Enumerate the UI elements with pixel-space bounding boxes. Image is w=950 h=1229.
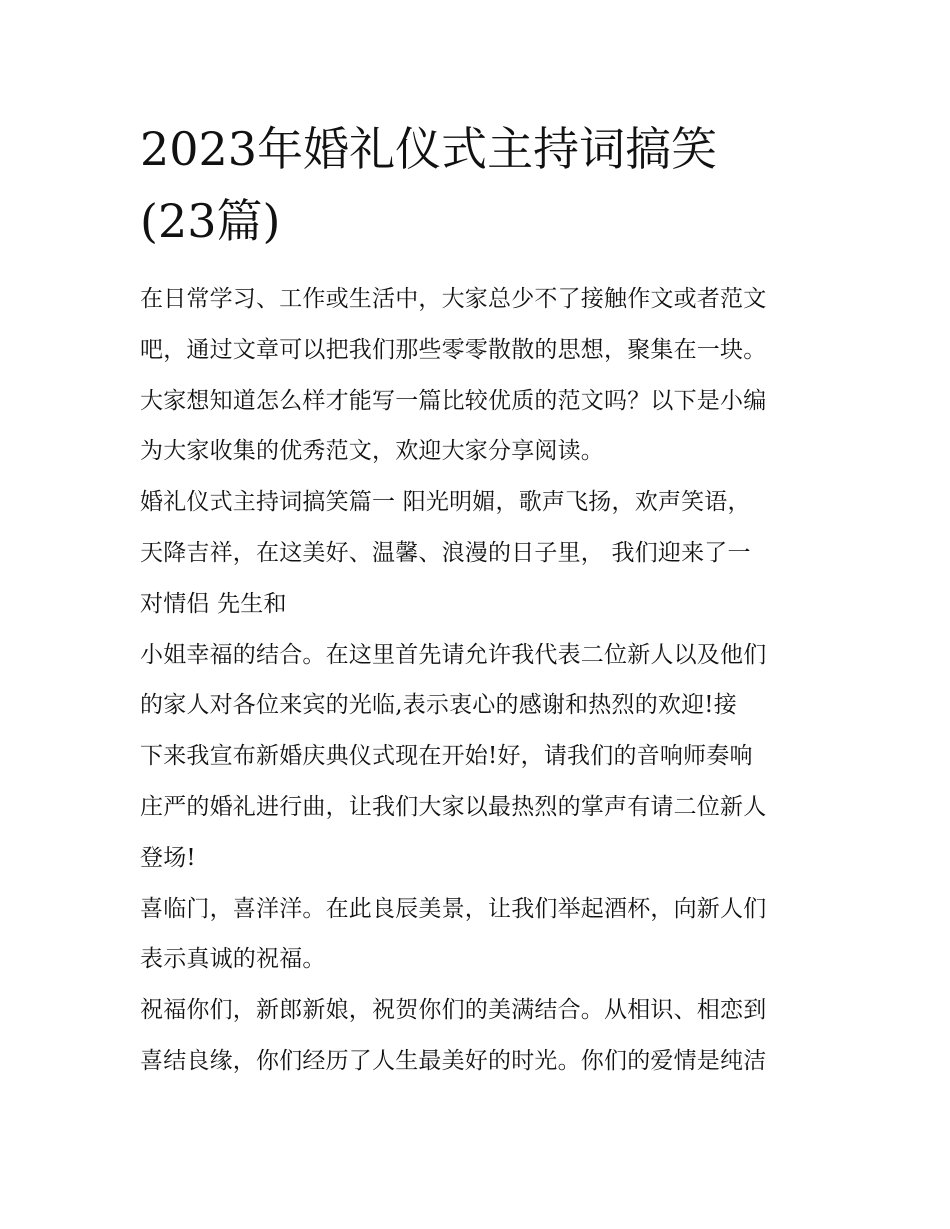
text-line: 的家人对各位来宾的光临,表示衷心的感谢和热烈的欢迎!接 bbox=[140, 692, 737, 719]
text-line: 小姐幸福的结合。在这里首先请允许我代表二位新人以及他们 bbox=[140, 641, 767, 668]
text-line: 吧，通过文章可以把我们那些零零散散的思想，聚集在一块。 bbox=[140, 336, 767, 363]
text-line: 登场! bbox=[140, 844, 196, 871]
paragraph bbox=[140, 274, 820, 477]
page-title bbox=[140, 118, 820, 252]
text-line: 大家想知道怎么样才能写一篇比较优质的范文吗？以下是小编 bbox=[140, 387, 767, 414]
text-line: 下来我宣布新婚庆典仪式现在开始!好，请我们的音响师奏响 bbox=[140, 743, 753, 770]
text-line: 喜结良缘，你们经历了人生最美好的时光。你们的爱情是纯洁 bbox=[140, 1047, 767, 1074]
text-line: 婚礼仪式主持词搞笑篇一 阳光明媚，歌声飞扬，欢声笑语， bbox=[140, 489, 751, 516]
paragraph bbox=[140, 884, 820, 986]
title-line: (23篇) bbox=[140, 194, 281, 248]
paragraph bbox=[140, 985, 820, 1087]
text-line: 表示真诚的祝福。 bbox=[140, 946, 326, 973]
text-line: 祝福你们，新郎新娘，祝贺你们的美满结合。从相识、相恋到 bbox=[140, 997, 767, 1024]
text-line: 在日常学习、工作或生活中，大家总少不了接触作文或者范文 bbox=[140, 286, 767, 312]
paragraph bbox=[140, 477, 820, 629]
text-line: 对情侣 先生和 bbox=[140, 590, 287, 617]
text-line: 喜临门，喜洋洋。在此良辰美景，让我们举起酒杯，向新人们 bbox=[140, 895, 767, 922]
text-line: 庄严的婚礼进行曲，让我们大家以最热烈的掌声有请二位新人 bbox=[140, 793, 767, 820]
title-line: 2023年婚礼仪式主持词搞笑 bbox=[140, 122, 718, 176]
text-line: 为大家收集的优秀范文，欢迎大家分享阅读。 bbox=[140, 438, 604, 465]
paragraph bbox=[140, 630, 820, 884]
document-content bbox=[140, 118, 820, 1087]
text-line: 天降吉祥，在这美好、温馨、浪漫的日子里， 我们迎来了一 bbox=[140, 539, 751, 566]
